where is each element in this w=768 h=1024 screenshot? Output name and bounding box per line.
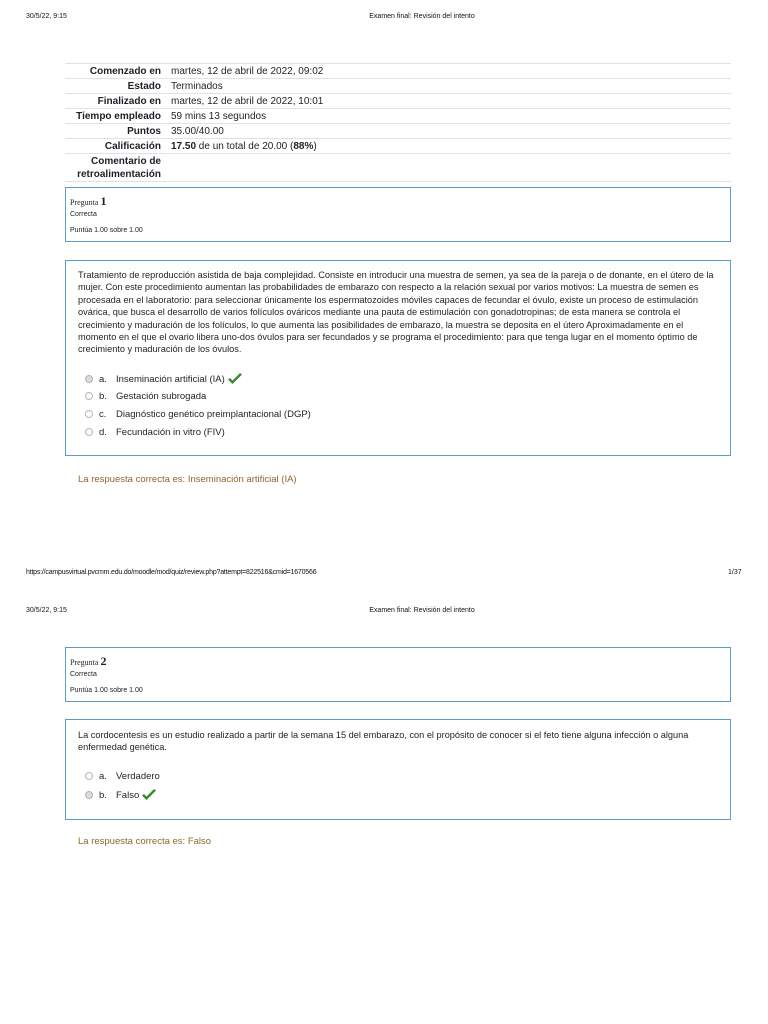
answer-option[interactable] — [85, 372, 243, 386]
question-info-box — [65, 187, 731, 242]
option-letter: b. — [99, 789, 107, 801]
question-content-box — [65, 260, 731, 456]
grade-score: 17.50 — [171, 141, 197, 152]
radio-button[interactable] — [85, 428, 93, 436]
option-letter: b. — [99, 390, 107, 402]
summary-value — [171, 155, 731, 181]
option-label: Falso — [116, 789, 140, 801]
question-text: La cordocentesis es un estudio realizado a partir de la semana 15 del embarazo, con el propósito de conocer si el feto tiene alguna infección o alguna enfermedad genética. — [78, 730, 689, 753]
radio-button[interactable] — [85, 791, 93, 799]
option-letter: c. — [99, 408, 107, 420]
summary-label: Calificación — [104, 141, 161, 152]
question-state: Correcta — [70, 211, 97, 218]
summary-label: Puntos — [127, 126, 161, 137]
grade-percent: 88% — [293, 141, 314, 152]
question-number-value: 2 — [100, 654, 107, 668]
summary-value: Terminados — [171, 81, 223, 92]
question-number — [70, 194, 106, 209]
grade-value — [171, 140, 731, 153]
summary-value: 35.00/40.00 — [171, 126, 224, 137]
grade-mid: de un total de 20.00 ( — [196, 141, 294, 152]
option-letter: a. — [99, 373, 107, 385]
question-info-box — [65, 647, 731, 702]
summary-value: martes, 12 de abril de 2022, 09:02 — [171, 66, 324, 77]
print-title: Examen final: Revisión del intento — [369, 13, 475, 20]
correct-answer-feedback: La respuesta correcta es: Inseminación artificial (IA) — [78, 474, 297, 485]
correct-answer-feedback: La respuesta correcta es: Falso — [78, 836, 212, 847]
question-content-box — [65, 719, 731, 820]
grade-end: ) — [313, 141, 317, 152]
radio-button[interactable] — [85, 772, 93, 780]
summary-row — [65, 93, 731, 108]
option-label: Gestación subrogada — [116, 390, 207, 402]
question-number — [70, 654, 106, 669]
option-label: Verdadero — [116, 770, 160, 782]
summary-row — [65, 153, 731, 182]
summary-row — [65, 108, 731, 123]
option-label: Diagnóstico genético preimplantacional (DGP) — [116, 408, 311, 420]
summary-label: Comenzado en — [89, 66, 161, 77]
attempt-summary-table — [65, 63, 731, 182]
summary-row — [65, 138, 731, 153]
summary-label: Tiempo empleado — [76, 111, 161, 122]
question-prefix: Pregunta — [70, 658, 99, 667]
option-letter: d. — [99, 426, 107, 438]
radio-button[interactable] — [85, 375, 93, 383]
question-state: Correcta — [70, 671, 97, 678]
option-label: Fecundación in vitro (FIV) — [116, 426, 225, 438]
question-text: Tratamiento de reproducción asistida de baja complejidad. Consiste en introducir una muestra de semen, ya sea de la pareja o de donante, en el útero de la mujer. Con este procedimiento aumentan las probabilidades de embarazo con respecto a la relación sexual por varios motivos: La muestra de semen es procesada en el laboratorio: para seleccionar únicamente los espermatozoides móviles capaces de fecundar el óvulo, existe un proceso de estimulación ovárica, que busca el desarrollo de varios folículos ováricos mediante una pauta de estimulación con gonadotropinas; de esta manera se controla el crecimiento y maduración de los folículos, lo que aumenta las posibilidades de embarazo, la muestra se deposita en el útero Aproximadamente en el momento en el que el ovario libera uno-dos óvulos para ser fecundados y se programa el procedimiento: para que tenga lugar en el momento óptimo de crecimiento y maduración de los óvulos. — [78, 270, 714, 355]
radio-button[interactable] — [85, 410, 93, 418]
question-prefix: Pregunta — [70, 198, 99, 207]
option-letter: a. — [99, 770, 107, 782]
answer-option[interactable] — [85, 389, 206, 403]
print-date: 30/5/22, 9:15 — [26, 607, 67, 614]
summary-value: martes, 12 de abril de 2022, 10:01 — [171, 96, 324, 107]
question-number-value: 1 — [100, 194, 107, 208]
summary-row — [65, 63, 731, 78]
summary-value: 59 mins 13 segundos — [171, 111, 267, 122]
answer-option[interactable] — [85, 425, 225, 439]
print-url: https://campusvirtual.pvcmm.edu.do/moodle/mod/quiz/review.php?attempt=822516&cmid=1670566 — [26, 569, 317, 576]
print-date: 30/5/22, 9:15 — [26, 13, 67, 20]
answer-option[interactable] — [85, 788, 157, 802]
summary-label: Finalizado en — [97, 96, 161, 107]
summary-row — [65, 78, 731, 93]
checkmark-icon — [141, 789, 157, 801]
summary-label: Estado — [127, 81, 161, 92]
print-title: Examen final: Revisión del intento — [369, 607, 475, 614]
answer-option[interactable] — [85, 407, 311, 421]
question-mark: Puntúa 1.00 sobre 1.00 — [70, 227, 143, 234]
answer-option[interactable] — [85, 769, 160, 783]
summary-label: Comentario de retroalimentación — [77, 156, 161, 180]
radio-button[interactable] — [85, 392, 93, 400]
checkmark-icon — [227, 373, 243, 385]
option-label: Inseminación artificial (IA) — [116, 373, 225, 385]
summary-row — [65, 123, 731, 138]
print-page-number: 1/37 — [728, 569, 742, 576]
question-mark: Puntúa 1.00 sobre 1.00 — [70, 687, 143, 694]
